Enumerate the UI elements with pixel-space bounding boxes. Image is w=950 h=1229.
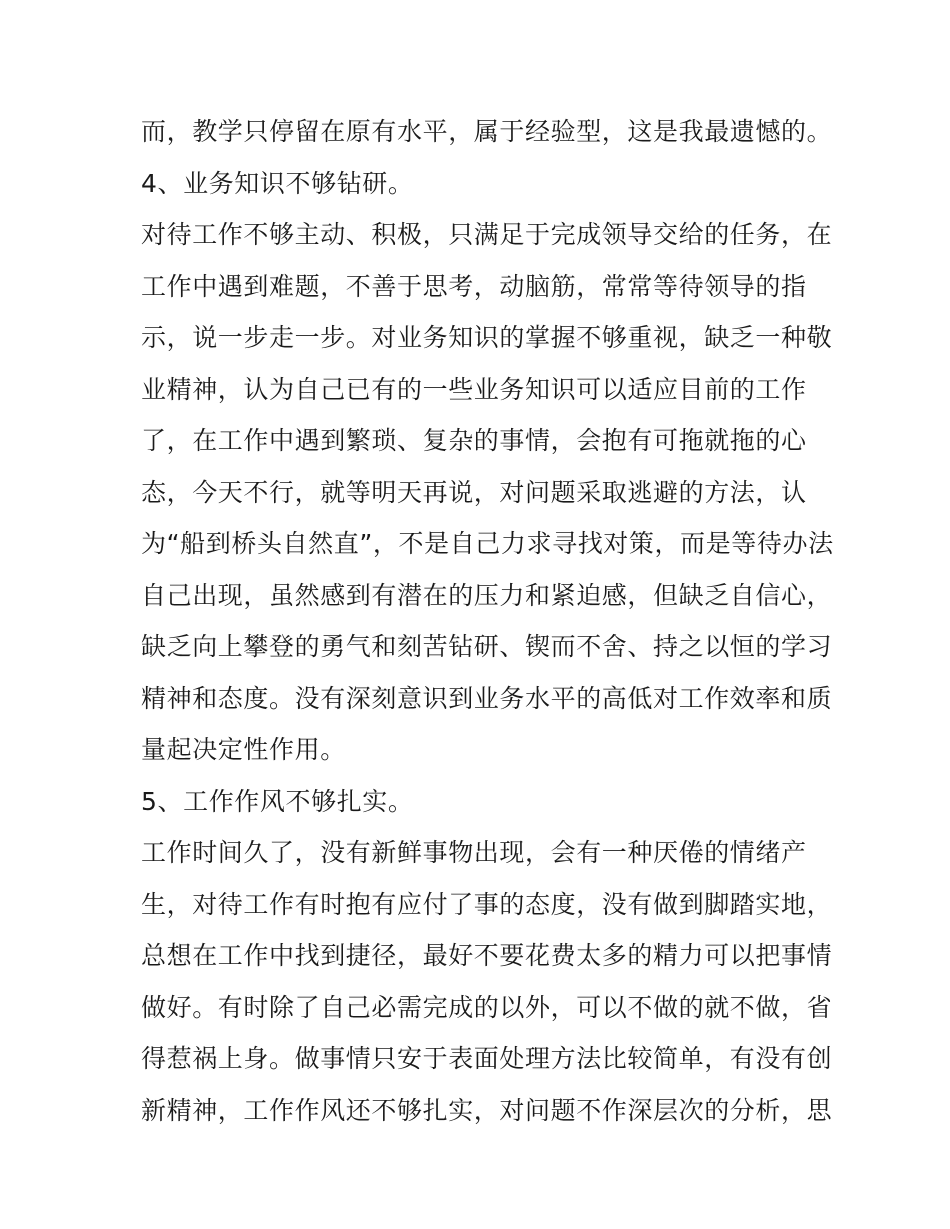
text-line: 对待工作不够主动、积极，只满足于完成领导交给的任务，在 [141,220,833,249]
text-line: 了，在工作中遇到繁琐、复杂的事情，会抱有可拖就拖的心 [141,426,807,455]
text-line: 业精神，认为自己已有的一些业务知识可以适应目前的工作 [141,374,807,404]
text-line: 得惹祸上身。做事情只安于表面处理方法比较简单，有没有创 [141,1044,833,1073]
section-heading-4: 4、业务知识不够钻研。 [141,168,414,198]
section-heading-5: 5、工作作风不够扎实。 [141,786,414,816]
text-line: 为“船到桥头自然直”，不是自己力求寻找对策，而是等待办法 [141,529,834,558]
text-line: 量起决定性作用。 [141,735,346,764]
text-line: 精神和态度。没有深刻意识到业务水平的高低对工作效率和质 [141,683,833,713]
text-line: 示，说一步走一步。对业务知识的掌握不够重视，缺乏一种敬 [141,323,833,352]
text-line: 做好。有时除了自己必需完成的以外，可以不做的就不做，省 [141,992,833,1022]
text-line: 生，对待工作有时抱有应付了事的态度，没有做到脚踏实地， [141,889,833,919]
text-line: 缺乏向上攀登的勇气和刻苦钻研、锲而不舍、持之以恒的学习 [141,632,833,661]
text-line: 而，教学只停留在原有水平，属于经验型，这是我最遗憾的。 [141,117,833,146]
body-text [141,106,834,1136]
text-line: 态，今天不行，就等明天再说，对问题采取逃避的方法，认 [141,477,807,507]
text-line: 工作中遇到难题，不善于思考，动脑筋，常常等待领导的指 [141,271,807,301]
text-line: 自己出现，虽然感到有潜在的压力和紧迫感，但缺乏自信心， [141,580,833,610]
text-line: 总想在工作中找到捷径，最好不要花费太多的精力可以把事情 [141,941,833,970]
text-line: 工作时间久了，没有新鲜事物出现，会有一种厌倦的情绪产 [141,838,807,867]
text-line: 新精神，工作作风还不够扎实，对问题不作深层次的分析，思 [141,1095,833,1125]
